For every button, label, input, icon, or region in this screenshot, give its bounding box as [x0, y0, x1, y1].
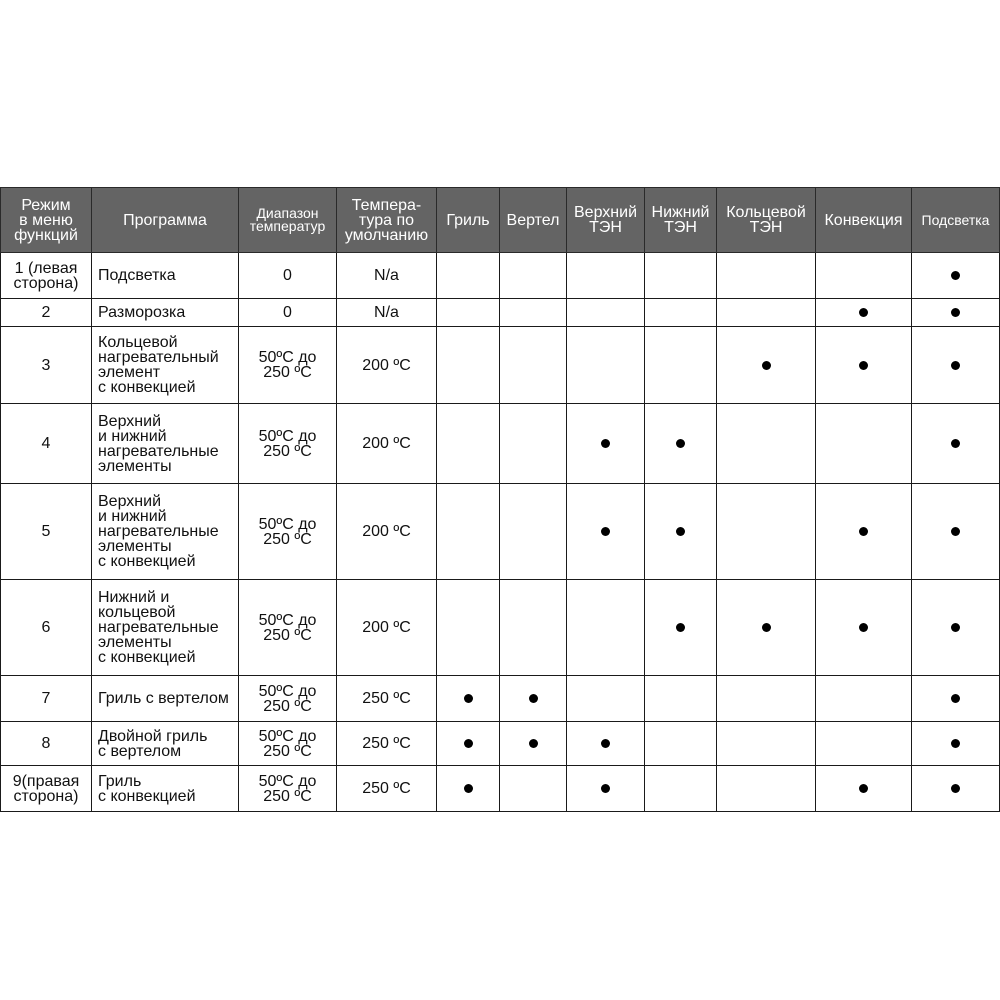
- ring-cell: [717, 299, 816, 327]
- default-temp-cell: 200 ºC: [337, 484, 437, 580]
- table-row: [1, 404, 1000, 484]
- light-cell: [912, 676, 1000, 722]
- range-cell: 50ºC до 250 ºC: [239, 404, 337, 484]
- spit-cell: [500, 676, 567, 722]
- top-cell: [567, 299, 645, 327]
- range-cell: 50ºC до 250 ºC: [239, 676, 337, 722]
- default-temp-cell: 250 ºC: [337, 676, 437, 722]
- bottom-cell: [645, 580, 717, 676]
- active-dot-icon: [951, 439, 960, 448]
- table-row: [1, 676, 1000, 722]
- active-dot-icon: [529, 694, 538, 703]
- bottom-cell: [645, 253, 717, 299]
- table-row: [1, 722, 1000, 766]
- mode-cell: 1 (левая сторона): [1, 253, 92, 299]
- top-cell: [567, 327, 645, 404]
- oven-modes-table: [0, 187, 1000, 812]
- grill-cell: [437, 299, 500, 327]
- active-dot-icon: [464, 784, 473, 793]
- active-dot-icon: [951, 271, 960, 280]
- convection-cell: [816, 722, 912, 766]
- bottom-cell: [645, 327, 717, 404]
- default-temp-cell: 200 ºC: [337, 327, 437, 404]
- active-dot-icon: [762, 361, 771, 370]
- light-cell: [912, 766, 1000, 812]
- light-cell: [912, 253, 1000, 299]
- light-cell: [912, 327, 1000, 404]
- active-dot-icon: [676, 439, 685, 448]
- col-header-convection: Конвекция: [816, 188, 912, 253]
- convection-cell: [816, 299, 912, 327]
- active-dot-icon: [601, 439, 610, 448]
- grill-cell: [437, 766, 500, 812]
- active-dot-icon: [951, 784, 960, 793]
- mode-cell: 8: [1, 722, 92, 766]
- program-cell: Верхний и нижний нагревательные элементы с конвекцией: [92, 484, 239, 580]
- col-header-grill: Гриль: [437, 188, 500, 253]
- range-cell: 50ºC до 250 ºC: [239, 484, 337, 580]
- range-cell: 50ºC до 250 ºC: [239, 327, 337, 404]
- mode-cell: 7: [1, 676, 92, 722]
- default-temp-cell: N/a: [337, 299, 437, 327]
- default-temp-cell: 250 ºC: [337, 722, 437, 766]
- active-dot-icon: [951, 694, 960, 703]
- spit-cell: [500, 404, 567, 484]
- bottom-cell: [645, 722, 717, 766]
- grill-cell: [437, 484, 500, 580]
- table-row: [1, 766, 1000, 812]
- col-header-spit: Вертел: [500, 188, 567, 253]
- col-header-program: Программа: [92, 188, 239, 253]
- header-row: [1, 188, 1000, 253]
- bottom-cell: [645, 766, 717, 812]
- top-cell: [567, 484, 645, 580]
- range-cell: 0: [239, 299, 337, 327]
- active-dot-icon: [601, 527, 610, 536]
- convection-cell: [816, 404, 912, 484]
- col-header-default-temp: Темпера- тура по умолчанию: [337, 188, 437, 253]
- program-cell: Верхний и нижний нагревательные элементы: [92, 404, 239, 484]
- program-cell: Кольцевой нагревательный элемент с конвекцией: [92, 327, 239, 404]
- mode-cell: 3: [1, 327, 92, 404]
- active-dot-icon: [951, 623, 960, 632]
- grill-cell: [437, 253, 500, 299]
- active-dot-icon: [859, 361, 868, 370]
- program-cell: Подсветка: [92, 253, 239, 299]
- ring-cell: [717, 676, 816, 722]
- active-dot-icon: [951, 739, 960, 748]
- table-row: [1, 327, 1000, 404]
- active-dot-icon: [464, 694, 473, 703]
- table-body: [1, 253, 1000, 812]
- ring-cell: [717, 404, 816, 484]
- program-cell: Гриль с конвекцией: [92, 766, 239, 812]
- spit-cell: [500, 253, 567, 299]
- top-cell: [567, 253, 645, 299]
- default-temp-cell: N/a: [337, 253, 437, 299]
- convection-cell: [816, 580, 912, 676]
- grill-cell: [437, 722, 500, 766]
- active-dot-icon: [859, 308, 868, 317]
- ring-cell: [717, 580, 816, 676]
- bottom-cell: [645, 404, 717, 484]
- top-cell: [567, 722, 645, 766]
- col-header-bottom-element: Нижний ТЭН: [645, 188, 717, 253]
- spit-cell: [500, 484, 567, 580]
- mode-cell: 2: [1, 299, 92, 327]
- active-dot-icon: [859, 784, 868, 793]
- active-dot-icon: [676, 527, 685, 536]
- grill-cell: [437, 580, 500, 676]
- table-row: [1, 580, 1000, 676]
- grill-cell: [437, 676, 500, 722]
- top-cell: [567, 580, 645, 676]
- top-cell: [567, 676, 645, 722]
- range-cell: 50ºC до 250 ºC: [239, 580, 337, 676]
- active-dot-icon: [676, 623, 685, 632]
- spit-cell: [500, 580, 567, 676]
- col-header-range: Диапазон температур: [239, 188, 337, 253]
- active-dot-icon: [951, 308, 960, 317]
- bottom-cell: [645, 484, 717, 580]
- ring-cell: [717, 722, 816, 766]
- light-cell: [912, 580, 1000, 676]
- convection-cell: [816, 676, 912, 722]
- active-dot-icon: [951, 527, 960, 536]
- program-cell: Двойной гриль с вертелом: [92, 722, 239, 766]
- col-header-light: Подсветка: [912, 188, 1000, 253]
- active-dot-icon: [601, 739, 610, 748]
- convection-cell: [816, 766, 912, 812]
- light-cell: [912, 484, 1000, 580]
- col-header-ring-element: Кольцевой ТЭН: [717, 188, 816, 253]
- bottom-cell: [645, 676, 717, 722]
- active-dot-icon: [762, 623, 771, 632]
- table-row: [1, 299, 1000, 327]
- grill-cell: [437, 404, 500, 484]
- active-dot-icon: [601, 784, 610, 793]
- convection-cell: [816, 253, 912, 299]
- top-cell: [567, 404, 645, 484]
- ring-cell: [717, 253, 816, 299]
- convection-cell: [816, 327, 912, 404]
- default-temp-cell: 250 ºC: [337, 766, 437, 812]
- mode-cell: 9(правая сторона): [1, 766, 92, 812]
- bottom-cell: [645, 299, 717, 327]
- range-cell: 50ºC до 250 ºC: [239, 766, 337, 812]
- col-header-mode: Режим в меню функций: [1, 188, 92, 253]
- spit-cell: [500, 722, 567, 766]
- ring-cell: [717, 327, 816, 404]
- mode-cell: 5: [1, 484, 92, 580]
- spit-cell: [500, 327, 567, 404]
- spit-cell: [500, 766, 567, 812]
- table-row: [1, 253, 1000, 299]
- active-dot-icon: [951, 361, 960, 370]
- program-cell: Нижний и кольцевой нагревательные элементы с конвекцией: [92, 580, 239, 676]
- active-dot-icon: [859, 527, 868, 536]
- light-cell: [912, 299, 1000, 327]
- convection-cell: [816, 484, 912, 580]
- grill-cell: [437, 327, 500, 404]
- active-dot-icon: [464, 739, 473, 748]
- active-dot-icon: [529, 739, 538, 748]
- program-cell: Разморозка: [92, 299, 239, 327]
- default-temp-cell: 200 ºC: [337, 580, 437, 676]
- default-temp-cell: 200 ºC: [337, 404, 437, 484]
- ring-cell: [717, 766, 816, 812]
- light-cell: [912, 722, 1000, 766]
- ring-cell: [717, 484, 816, 580]
- program-cell: Гриль с вертелом: [92, 676, 239, 722]
- spit-cell: [500, 299, 567, 327]
- range-cell: 0: [239, 253, 337, 299]
- col-header-top-element: Верхний ТЭН: [567, 188, 645, 253]
- active-dot-icon: [859, 623, 868, 632]
- mode-cell: 6: [1, 580, 92, 676]
- top-cell: [567, 766, 645, 812]
- range-cell: 50ºC до 250 ºC: [239, 722, 337, 766]
- table-row: [1, 484, 1000, 580]
- light-cell: [912, 404, 1000, 484]
- mode-cell: 4: [1, 404, 92, 484]
